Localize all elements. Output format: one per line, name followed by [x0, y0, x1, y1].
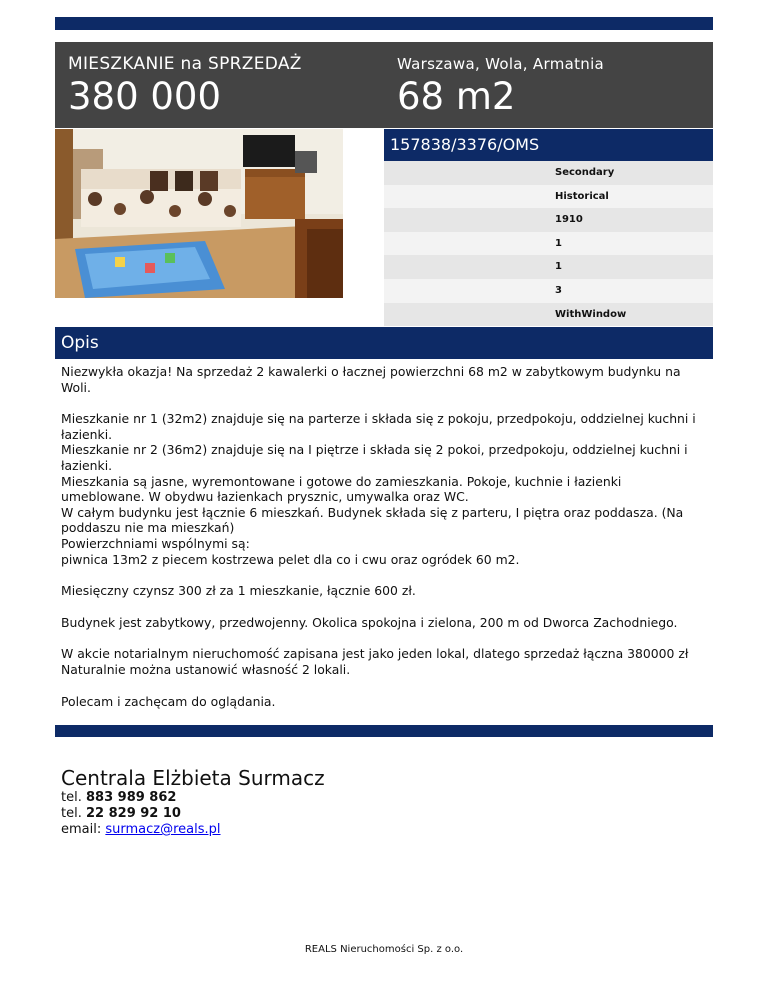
- listing-header: [55, 42, 713, 128]
- agent-name: Centrala Elżbieta Surmacz: [61, 766, 325, 790]
- location: Warszawa, Wola, Armatnia: [397, 55, 605, 73]
- phone-line-1: [61, 790, 325, 806]
- area: 68 m2: [397, 75, 516, 118]
- separator-bar: [55, 725, 713, 737]
- description-heading: [55, 327, 713, 359]
- detail-row-rooms: 1: [384, 255, 713, 279]
- email-label: email:: [61, 822, 102, 837]
- description-paragraph: W akcie notarialnym nieruchomość zapisana jest jako jeden lokal, dlatego sprzedaż łączna 380000 zł Naturalnie można ustanowić własność 2 lokali.: [61, 646, 689, 677]
- detail-row-floors: 3: [384, 279, 713, 303]
- description-paragraph: Niezwykła okazja! Na sprzedaż 2 kawalerki o łacznej powierzchni 68 m2 w zabytkowym budynku na Woli.: [61, 364, 681, 395]
- description-title: Opis: [61, 333, 99, 353]
- reference-number: 157838/3376/OMS: [384, 129, 713, 161]
- header-right: [397, 53, 604, 119]
- top-accent-bar: [55, 17, 713, 30]
- description-paragraph: Mieszkanie nr 1 (32m2) znajduje się na parterze i składa się z pokoju, przedpokoju, oddzielnej kuchni i łazienki. Mieszkanie nr 2 (36m2) znajduje się na I piętrze i składa się 2 pokoi, przedpokoju, oddzielnej kuchni i łazienki. Mieszkania są jasne, wyremontowane i gotowe do zamieszkania. Pokoje, kuchnie i łazienki umeblowane. W obydwu łazienkach prysznic, umywalka oraz WC. W całym budynku jest łącznie 6 mieszkań. Budynek składa się z parteru, I piętra oraz poddasza. (Na poddaszu nie ma mieszkań) Powierzchniami wspólnymi są: piwnica 13m2 z piecem kostrzewa pelet dla co i cwu oraz ogródek 60 m2.: [61, 411, 696, 567]
- email-link[interactable]: surmacz@reals.pl: [105, 822, 221, 837]
- detail-row-kitchen: WithWindow: [384, 303, 713, 327]
- email-line: [61, 822, 325, 838]
- header-left: [68, 53, 302, 119]
- phone-2: 22 829 92 10: [85, 806, 181, 821]
- tel-label: tel.: [61, 790, 82, 805]
- description-paragraph: Miesięczny czynsz 300 zł za 1 mieszkanie, łącznie 600 zł.: [61, 583, 416, 599]
- detail-row-floor: 1: [384, 232, 713, 256]
- details-panel: [384, 129, 713, 326]
- description-paragraph: Polecam i zachęcam do oglądania.: [61, 693, 276, 709]
- detail-row-building-type: Historical: [384, 185, 713, 209]
- tel-label: tel.: [61, 806, 82, 821]
- description-paragraph: Budynek jest zabytkowy, przedwojenny. Okolica spokojna i zielona, 200 m od Dworca Zachodniego.: [61, 614, 678, 630]
- living-room-photo: [55, 129, 343, 298]
- description-body: [61, 364, 701, 725]
- detail-row-year: 1910: [384, 208, 713, 232]
- contact-block: [61, 766, 325, 838]
- detail-row-market: Secondary: [384, 161, 713, 185]
- footer-company: REALS Nieruchomości Sp. z o.o.: [304, 944, 464, 955]
- price: 380 000: [68, 75, 222, 118]
- phone-line-2: [61, 806, 325, 822]
- phone-1: 883 989 862: [85, 790, 177, 805]
- listing-type: MIESZKANIE na SPRZEDAŻ: [68, 54, 302, 74]
- property-photo: [55, 129, 343, 298]
